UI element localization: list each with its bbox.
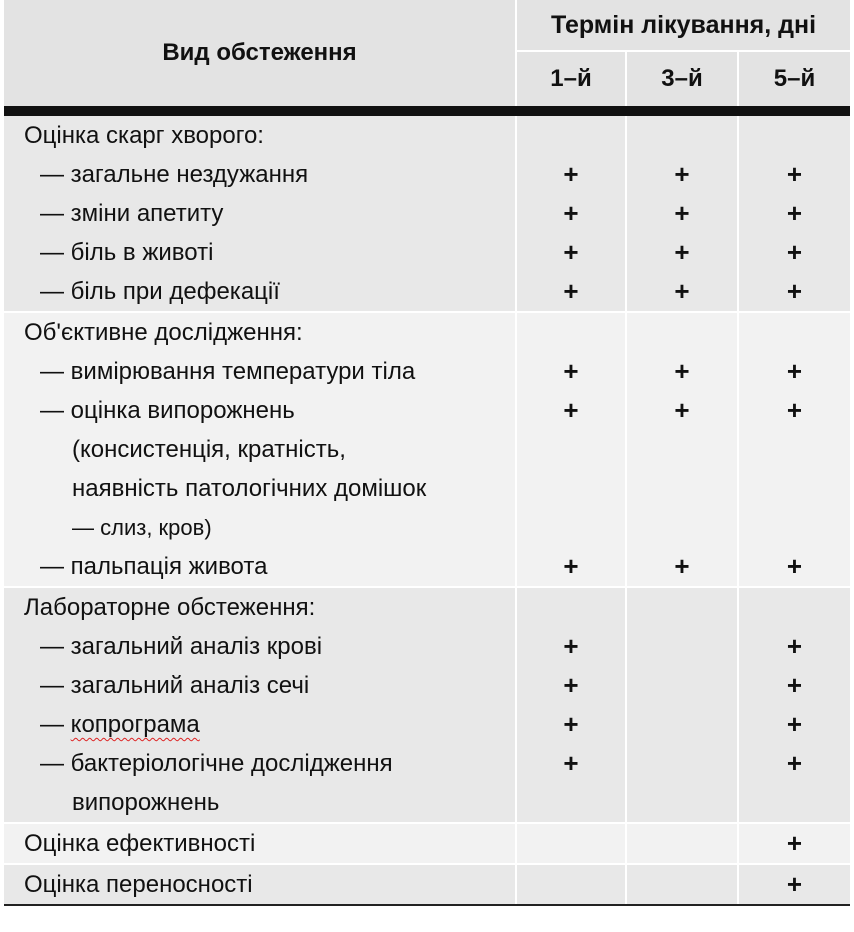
list-item: — зміни апетиту xyxy=(40,200,224,227)
plus-mark: + xyxy=(786,276,803,306)
section-objective-exam xyxy=(4,312,850,587)
plus-mark: + xyxy=(786,551,803,581)
plus-mark: + xyxy=(563,159,579,189)
section-title: Оцінка скарг хворого: xyxy=(24,122,264,149)
plus-mark: + xyxy=(786,670,803,700)
plus-mark: + xyxy=(786,237,803,267)
list-item: — пальпація живота xyxy=(40,553,268,580)
plus-mark: + xyxy=(674,237,690,267)
column-header-day-1: 1–й xyxy=(516,51,626,106)
list-item: — копрограма xyxy=(40,711,200,738)
list-item-note: — слиз, кров) xyxy=(72,515,212,540)
section-title: Об'єктивне дослідження: xyxy=(24,319,303,346)
plus-mark: + xyxy=(563,395,579,425)
section-tolerability xyxy=(4,864,850,904)
plus-mark: + xyxy=(563,198,579,228)
plus-mark: + xyxy=(563,356,579,386)
plus-mark: + xyxy=(674,198,690,228)
table-bottom-rule xyxy=(4,904,850,906)
plus-mark: + xyxy=(786,828,803,858)
list-item-note: наявність патологічних домішок xyxy=(72,475,427,502)
plus-mark: + xyxy=(563,237,579,267)
plus-mark: + xyxy=(563,631,579,661)
plus-mark: + xyxy=(563,276,579,306)
column-header-exam-type: Вид обстеження xyxy=(4,0,516,106)
list-item: — загальне нездужання xyxy=(40,161,309,188)
list-item: — вимірювання температури тіла xyxy=(40,358,416,385)
examination-schedule-table xyxy=(4,0,850,904)
plus-mark: + xyxy=(563,551,579,581)
section-title: Лабораторне обстеження: xyxy=(24,594,316,621)
section-efficacy xyxy=(4,823,850,864)
plus-mark: + xyxy=(786,748,803,778)
header-divider xyxy=(4,106,850,116)
list-item: — загальний аналіз крові xyxy=(40,633,323,660)
list-item: — оцінка випорожнень xyxy=(40,397,295,424)
section-laboratory xyxy=(4,587,850,823)
plus-mark: + xyxy=(674,159,690,189)
plus-mark: + xyxy=(674,551,690,581)
plus-mark: + xyxy=(786,709,803,739)
column-header-day-5: 5–й xyxy=(738,51,850,106)
list-item-note: (консистенція, кратність, xyxy=(72,436,346,463)
list-item: — біль при дефекації xyxy=(40,278,280,305)
plus-mark: + xyxy=(674,276,690,306)
section-title: Оцінка ефективності xyxy=(24,830,256,857)
plus-mark: + xyxy=(786,395,803,425)
plus-mark: + xyxy=(563,748,579,778)
section-complaints xyxy=(4,116,850,312)
plus-mark: + xyxy=(786,198,803,228)
plus-mark: + xyxy=(563,709,579,739)
spellcheck-word: копрограма xyxy=(70,711,200,738)
plus-mark: + xyxy=(786,631,803,661)
plus-mark: + xyxy=(674,356,690,386)
column-header-day-3: 3–й xyxy=(626,51,738,106)
list-item-continuation: випорожнень xyxy=(72,789,220,816)
list-item: — бактеріологічне дослідження xyxy=(40,750,393,777)
plus-mark: + xyxy=(786,869,803,899)
plus-mark: + xyxy=(674,395,690,425)
list-item: — біль в животі xyxy=(40,239,214,266)
column-header-treatment-term: Термін лікування, дні xyxy=(516,0,850,51)
plus-mark: + xyxy=(786,159,803,189)
list-item: — загальний аналіз сечі xyxy=(40,672,310,699)
plus-mark: + xyxy=(786,356,803,386)
section-title: Оцінка переносності xyxy=(24,871,253,898)
plus-mark: + xyxy=(563,670,579,700)
